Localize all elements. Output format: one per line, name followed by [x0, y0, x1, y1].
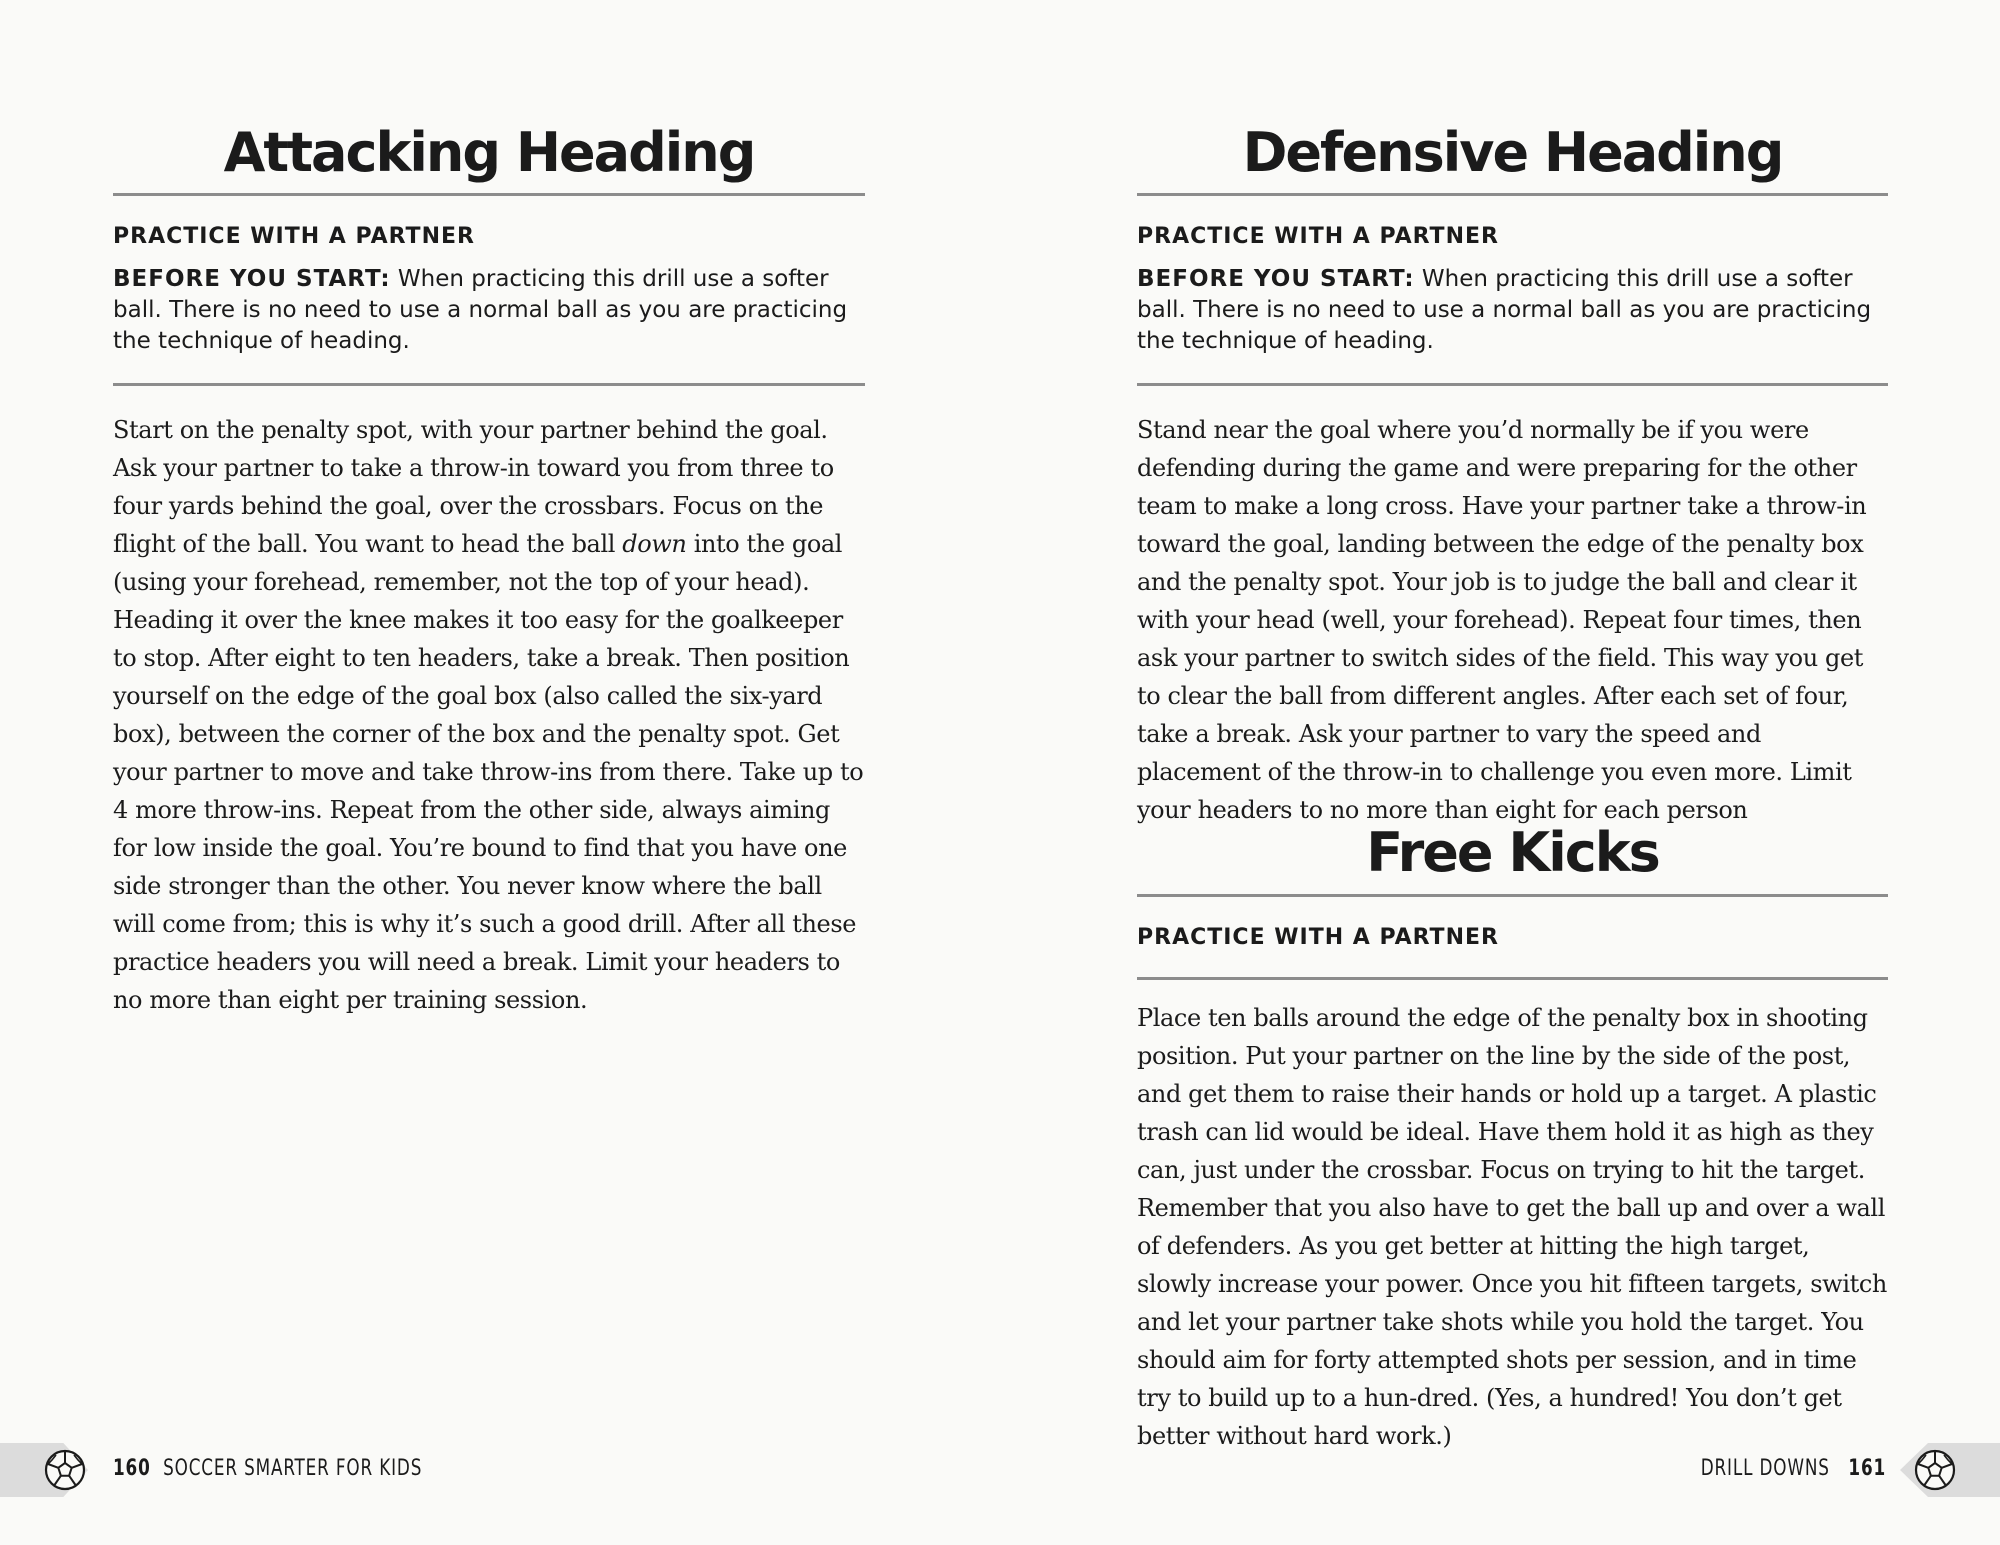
footer-left: [113, 1456, 422, 1481]
body-part1: Start on the penalty spot, with your partner behind the goal. Ask your partner to take a throw-in toward you from three to four yards behind the goal, over the crossbars. Focus on the flight of the ball. You want to head the ball: [113, 416, 834, 558]
section-title-free-kicks: Free Kicks: [1366, 821, 1659, 884]
body-part2: into the goal (using your forehead, remember, not the top of your head). Heading it over the knee makes it too easy for the goalkeeper to stop. After eight to ten headers, take a break. Then position yourself on the edge of the goal box (also called the six-yard box), between the corner of the box and the penalty spot. Get your partner to move and take throw-ins from there. Take up to 4 more throw-ins. Repeat from the other side, always aiming for low inside the goal. You’re bound to find that you have one side stronger than the other. You never know where the ball will come from; this is why it’s such a good drill. After all these practice headers you will need a break. Limit your headers to no more than eight per training session.: [113, 530, 864, 1014]
soccer-ball-icon: [1914, 1449, 1956, 1491]
book-title: SOCCER SMARTER FOR KIDS: [163, 1456, 423, 1481]
section-rule: [1137, 977, 1888, 980]
drill-body: [113, 411, 865, 1019]
before-you-start: [113, 264, 865, 357]
chapter-title: DRILL DOWNS: [1700, 1456, 1830, 1481]
before-you-start: [1137, 264, 1888, 357]
section-rule: [1137, 383, 1888, 386]
soccer-ball-icon: [44, 1449, 86, 1491]
page-title: Attacking Heading: [223, 121, 755, 184]
practice-label: PRACTICE WITH A PARTNER: [113, 224, 475, 249]
drill-body-free-kicks: Place ten balls around the edge of the penalty box in shooting position. Put your partner on the line by the side of the post, and get them to raise their hands or hold up a target. A plastic trash can lid would be ideal. Have them hold it as high as they can, just under the crossbar. Focus on trying to hit the target. Remember that you also have to get the ball up and over a wall of defenders. As you get better at hitting the high target, slowly increase your power. Once you hit fifteen targets, switch and let your partner take shots while you hold the target. You should aim for forty attempted shots per session, and in time try to build up to a hun-dred. (Yes, a hundred! You don’t get better without hard work.): [1137, 1004, 1887, 1450]
section-rule: [113, 383, 865, 386]
before-text: When practicing this drill use a softer ball. There is no need to use a normal ball as you are practicing the technique of heading.: [113, 266, 848, 354]
title-rule: [113, 193, 865, 196]
before-label: BEFORE YOU START:: [113, 266, 391, 292]
title-rule: [1137, 894, 1888, 897]
page-number-right: 161: [1848, 1456, 1886, 1481]
left-page: [113, 0, 865, 1545]
practice-label: PRACTICE WITH A PARTNER: [1137, 224, 1499, 249]
section-title-defensive: Defensive Heading: [1242, 121, 1783, 184]
before-text: When practicing this drill use a softer ball. There is no need to use a normal ball as you are practicing the technique of heading.: [1137, 266, 1872, 354]
body-emphasis: down: [622, 530, 687, 558]
practice-label: PRACTICE WITH A PARTNER: [1137, 925, 1499, 950]
drill-body-defensive: Stand near the goal where you’d normally be if you were defending during the game and were preparing for the other team to make a long cross. Have your partner take a throw-in toward the goal, landing between the edge of the penalty box and the penalty spot. Your job is to judge the ball and clear it with your head (well, your forehead). Repeat four times, then ask your partner to switch sides of the field. This way you get to clear the ball from different angles. After each set of four, take a break. Ask your partner to vary the speed and placement of the throw-in to challenge you even more. Limit your headers to no more than eight for each person: [1137, 416, 1867, 824]
title-rule: [1137, 193, 1888, 196]
before-label: BEFORE YOU START:: [1137, 266, 1415, 292]
footer-right: [1701, 1456, 1886, 1481]
page-number-left: 160: [113, 1456, 151, 1481]
right-page: [1137, 0, 1888, 1545]
